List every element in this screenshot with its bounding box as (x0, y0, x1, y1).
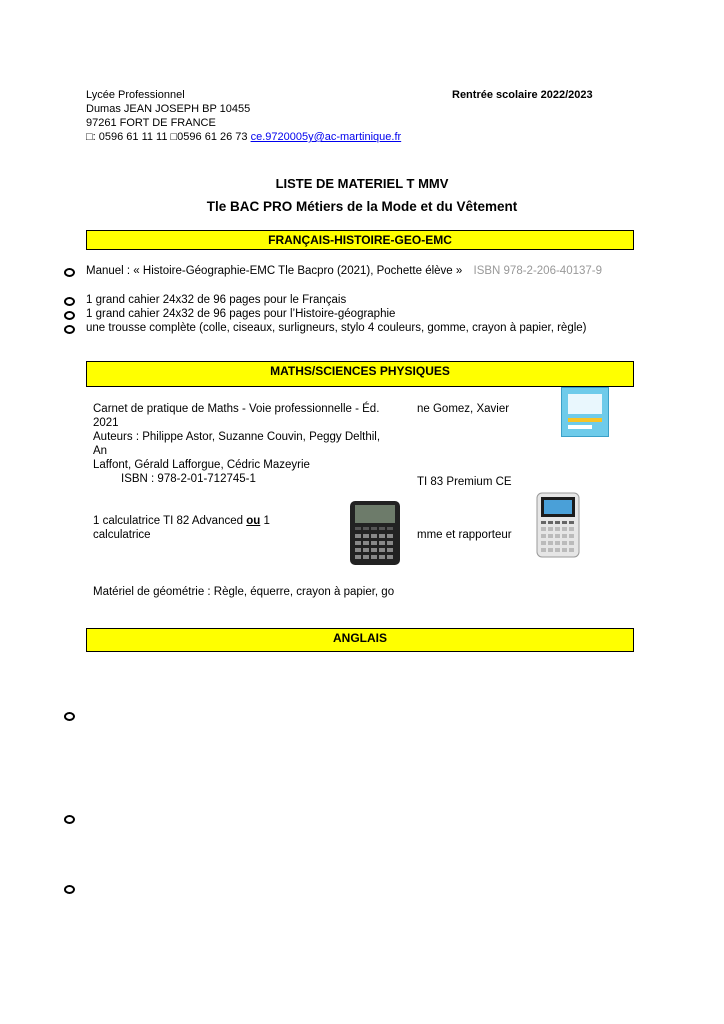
bullet-icon (64, 325, 75, 334)
authors-line2: An (93, 445, 108, 457)
list-item: 1 grand cahier 24x32 de 96 pages pour le Français (86, 294, 347, 306)
school-city: 97261 FORT DE FRANCE (86, 117, 216, 129)
right-author-text: ne Gomez, Xavier (417, 403, 510, 415)
book-cover-stripe (568, 418, 602, 422)
school-name: Lycée Professionnel (86, 89, 185, 101)
page-title: LISTE DE MATERIEL T MMV (275, 176, 449, 191)
section-heading-maths: MATHS/SCIENCES PHYSIQUES (86, 361, 634, 387)
maths-isbn: ISBN : 978-2-01-712745-1 (121, 473, 256, 485)
bullet-icon (64, 815, 75, 824)
bullet-icon (64, 297, 75, 306)
carnet-title-line1: Carnet de pratique de Maths - Voie professionnelle - Éd. (93, 403, 380, 415)
calculator-text: 1 (260, 515, 270, 527)
maths-book-details (93, 402, 411, 486)
page-subtitle: Tle BAC PRO Métiers de la Mode et du Vêtement (206, 199, 518, 214)
carnet-title-line2: 2021 (93, 417, 119, 429)
school-address (86, 88, 401, 144)
authors-line3: Laffont, Gérald Lafforgue, Cédric Mazeyrie (93, 459, 310, 471)
list-item: 1 grand cahier 24x32 de 96 pages pour l’Histoire-géographie (86, 308, 396, 320)
calculator-line1 (93, 514, 270, 528)
school-street: Dumas JEAN JOSEPH BP 10455 (86, 103, 251, 115)
email-link[interactable]: ce.9720005y@ac-martinique.fr (250, 131, 402, 143)
ti82-calculator-icon (349, 500, 401, 566)
list-item: une trousse complète (colle, ciseaux, surligneurs, stylo 4 couleurs, gomme, crayon à papier, règle) (86, 322, 587, 334)
manual-title: Manuel : « Histoire-Géographie-EMC Tle Bacpro (2021), Pochette élève » (86, 265, 463, 277)
bullet-icon (64, 311, 75, 320)
school-contact (86, 130, 401, 144)
section-heading-francais: FRANÇAIS-HISTOIRE-GEO-EMC (86, 230, 634, 250)
bullet-icon (64, 712, 75, 721)
calculator-text: 1 calculatrice TI 82 Advanced (93, 515, 247, 527)
or-word: ou (246, 515, 261, 527)
book-cover-label (568, 394, 602, 414)
bullet-icon (64, 268, 75, 277)
school-year: Rentrée scolaire 2022/2023 (452, 89, 593, 101)
right-calculator-text: TI 83 Premium CE (417, 476, 512, 488)
manual-item (86, 264, 602, 278)
manual-isbn: ISBN 978-2-206-40137-9 (473, 265, 602, 277)
geometry-material: Matériel de géométrie : Règle, équerre, crayon à papier, go (93, 586, 395, 598)
authors-line1: Auteurs : Philippe Astor, Suzanne Couvin, Peggy Delthil, (93, 431, 381, 443)
phone-numbers: □: 0596 61 11 11 □0596 61 26 73 (86, 131, 248, 143)
bullet-icon (64, 885, 75, 894)
math-book-cover-icon (561, 387, 609, 437)
book-cover-stripe (568, 425, 592, 429)
section-heading-anglais: ANGLAIS (86, 628, 634, 652)
right-geometry-text: mme et rapporteur (417, 529, 512, 541)
calculator-line2: calculatrice (93, 529, 151, 541)
ti83-calculator-icon (536, 492, 580, 558)
